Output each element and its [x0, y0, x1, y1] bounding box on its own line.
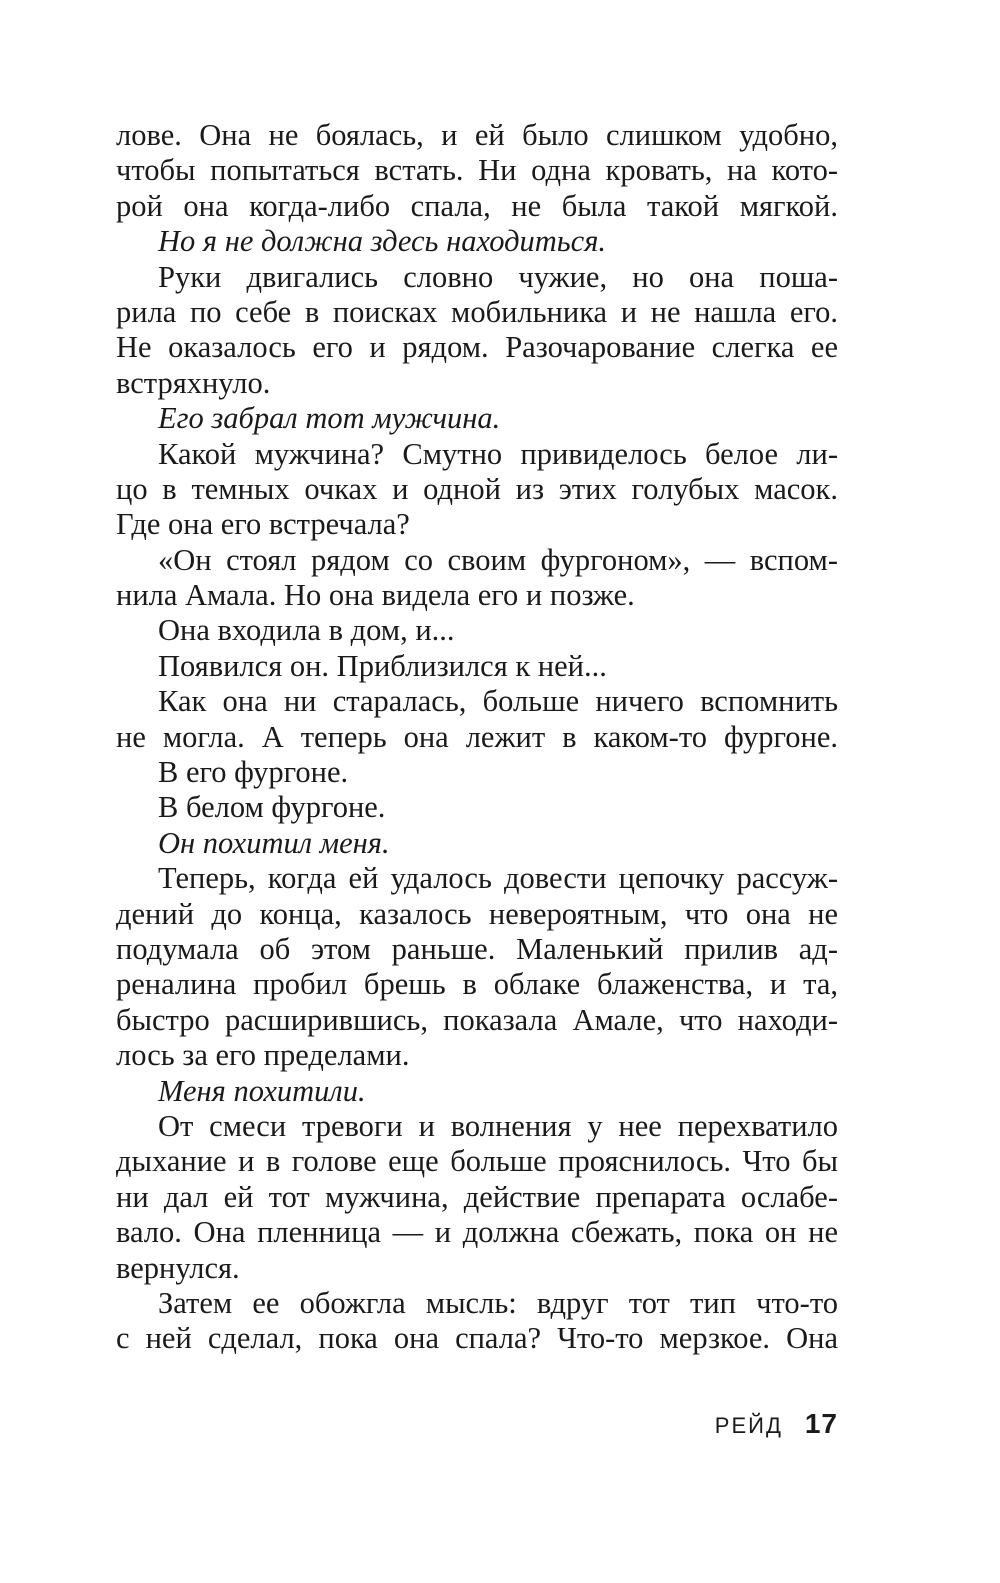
text-line: подумала об этом раньше. Маленький прилив ад-: [116, 931, 838, 966]
text-line: вернулся.: [116, 1250, 240, 1285]
text-line: цо в темных очках и одной из этих голубых масок.: [116, 471, 838, 506]
text-line: лось за его пределами.: [116, 1038, 410, 1073]
text-line: Теперь, когда ей удалось довести цепочку рассуж-: [158, 861, 838, 896]
page-number: 17: [804, 1408, 838, 1439]
italic-thought-line: Он похитил меня.: [158, 825, 390, 860]
text-line: реналина пробил брешь в облаке блаженства, и та,: [116, 967, 838, 1002]
running-title: РЕЙД: [714, 1413, 783, 1438]
text-line: встряхнуло.: [116, 365, 271, 400]
text-line: Как она ни старалась, больше ничего вспомнить: [158, 684, 838, 719]
text-line: чтобы попытаться встать. Ни одна кровать, на кото-: [116, 153, 838, 188]
text-line: вало. Она пленница — и должна сбежать, пока он не: [116, 1215, 838, 1250]
text-line: нила Амала. Но она видела его и позже.: [116, 578, 635, 613]
text-line: лове. Она не боялась, и ей было слишком удобно,: [116, 118, 838, 152]
text-line: Она входила в дом, и...: [158, 613, 455, 648]
page-footer: [116, 1408, 838, 1448]
text-line: Где она его встречала?: [116, 507, 410, 542]
body-text: [116, 118, 838, 1357]
text-line: Не оказалось его и рядом. Разочарование слегка ее: [116, 330, 838, 365]
text-line: рила по себе в поисках мобильника и не нашла его.: [116, 294, 838, 329]
text-line: дений до конца, казалось невероятным, что она не: [116, 896, 838, 931]
text-line: От смеси тревоги и волнения у нее перехватило: [158, 1108, 838, 1143]
italic-thought-line: Его забрал тот мужчина.: [158, 401, 501, 436]
italic-thought-line: Меня похитили.: [158, 1073, 366, 1108]
text-line: дыхание и в голове еще больше прояснилось. Что бы: [116, 1144, 838, 1179]
text-line: с ней сделал, пока она спала? Что-то мерзкое. Она: [116, 1321, 838, 1356]
text-line: Руки двигались словно чужие, но она поша-: [158, 259, 838, 294]
italic-thought-line: Но я не должна здесь находиться.: [158, 224, 606, 259]
text-line: ни дал ей тот мужчина, действие препарата ослабе-: [116, 1179, 838, 1214]
text-line: не могла. А теперь она лежит в каком-то фургоне.: [116, 719, 838, 754]
text-line: В его фургоне.: [158, 755, 349, 790]
text-line: «Он стоял рядом со своим фургоном», — вспом-: [158, 542, 838, 577]
text-line: рой она когда-либо спала, не была такой мягкой.: [116, 188, 838, 223]
text-line: быстро расширившись, показала Амале, что находи-: [116, 1002, 838, 1037]
text-line: В белом фургоне.: [158, 790, 386, 825]
text-line: Затем ее обожгла мысль: вдруг тот тип что-то: [158, 1285, 838, 1320]
text-line: Появился он. Приблизился к ней...: [158, 648, 607, 683]
text-line: Какой мужчина? Смутно привиделось белое ли-: [158, 436, 838, 471]
